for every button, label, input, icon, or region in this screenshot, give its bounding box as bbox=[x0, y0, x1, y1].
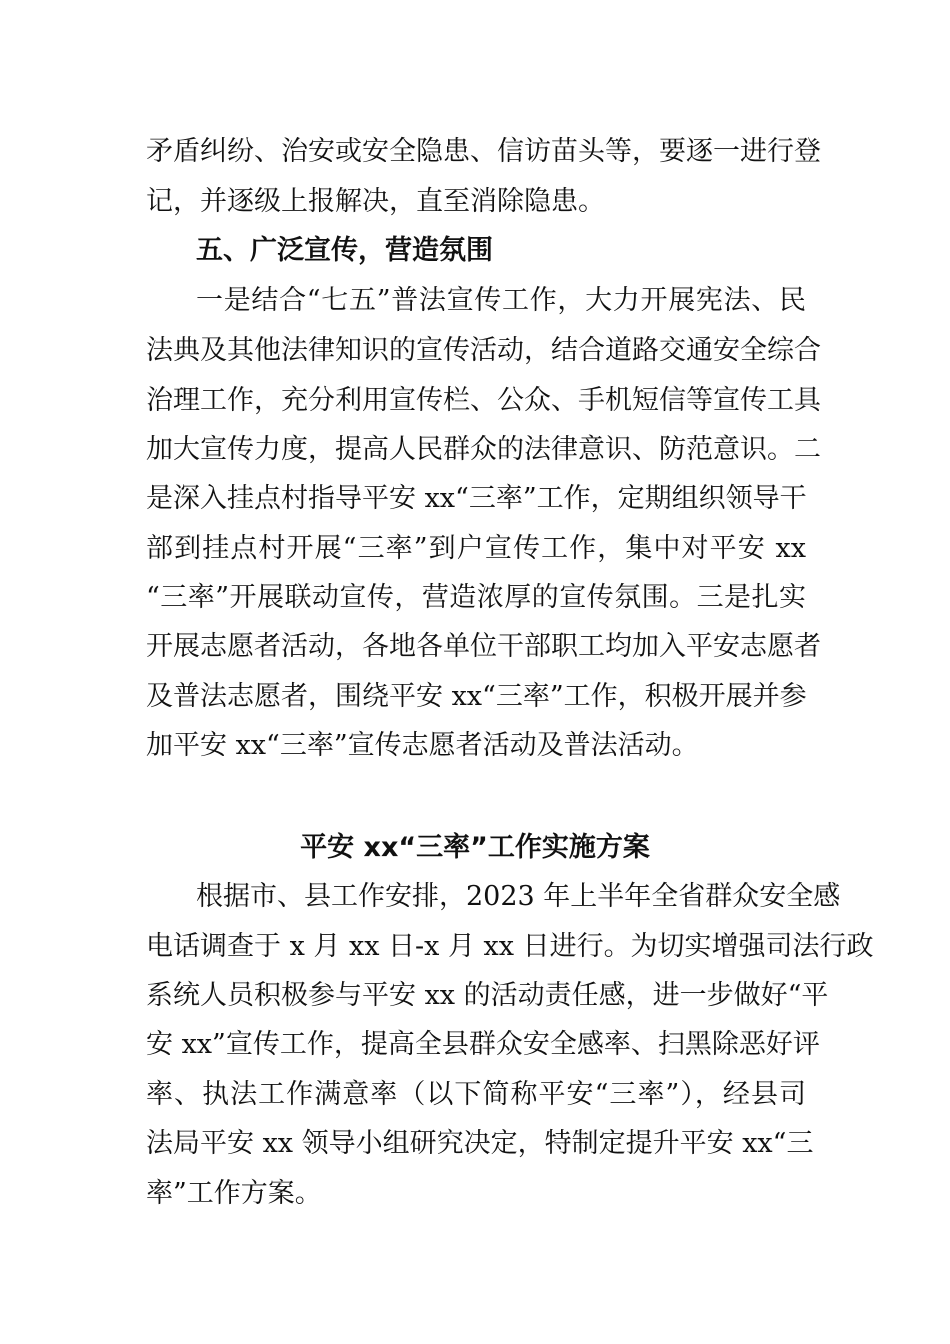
paragraph-line: 电话调查于 x 月 xx 日-x 月 xx 日进行。为切实增强司法行政 bbox=[146, 931, 874, 962]
paragraph-line: 矛盾纠纷、治安或安全隐患、信访苗头等，要逐一进行登 bbox=[146, 136, 821, 167]
paragraph-line: “三率”开展联动宣传，营造浓厚的宣传氛围。三是扎实 bbox=[146, 582, 806, 613]
paragraph-line: 加平安 xx“三率”宣传志愿者活动及普法活动。 bbox=[146, 730, 699, 761]
section-heading: 五、广泛宣传，营造氛围 bbox=[196, 235, 493, 266]
paragraph-line: 根据市、县工作安排，2023 年上半年全省群众安全感 bbox=[196, 881, 841, 912]
paragraph-line: 率、执法工作满意率（以下简称平安“三率”），经县司 bbox=[146, 1079, 806, 1110]
paragraph-line: 加大宣传力度，提高人民群众的法律意识、防范意识。二 bbox=[146, 434, 821, 465]
paragraph-line: 记，并逐级上报解决，直至消除隐患。 bbox=[146, 186, 605, 217]
paragraph-line: 开展志愿者活动，各地各单位干部职工均加入平安志愿者 bbox=[146, 631, 821, 662]
paragraph-line: 安 xx”宣传工作，提高全县群众安全感率、扫黑除恶好评 bbox=[146, 1029, 820, 1060]
paragraph-line: 一是结合“七五”普法宣传工作，大力开展宪法、民 bbox=[196, 285, 806, 316]
paragraph-line: 及普法志愿者，围绕平安 xx“三率”工作，积极开展并参 bbox=[146, 681, 807, 712]
paragraph-line: 系统人员积极参与平安 xx 的活动责任感，进一步做好“平 bbox=[146, 980, 829, 1011]
paragraph-line: 部到挂点村开展“三率”到户宣传工作，集中对平安 xx bbox=[146, 533, 806, 564]
paragraph-line: 法局平安 xx 领导小组研究决定，特制定提升平安 xx“三 bbox=[146, 1128, 814, 1159]
paragraph-line: 法典及其他法律知识的宣传活动，结合道路交通安全综合 bbox=[146, 335, 821, 366]
document-title: 平安 xx“三率”工作实施方案 bbox=[300, 832, 650, 863]
paragraph-line: 是深入挂点村指导平安 xx“三率”工作，定期组织领导干 bbox=[146, 483, 807, 514]
paragraph-line: 治理工作，充分利用宣传栏、公众、手机短信等宣传工具 bbox=[146, 385, 821, 416]
paragraph-line: 率”工作方案。 bbox=[146, 1178, 322, 1209]
